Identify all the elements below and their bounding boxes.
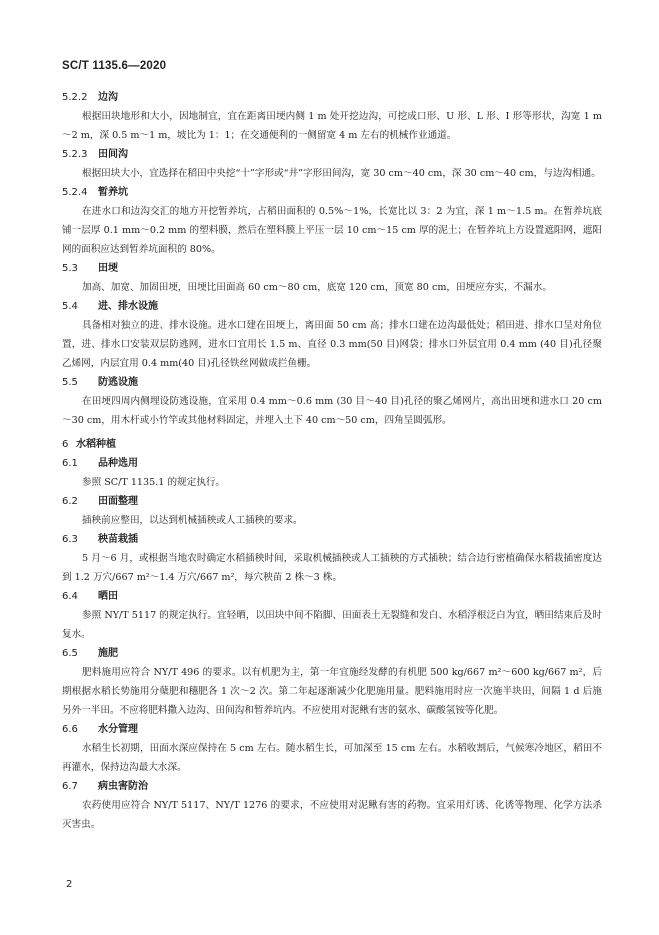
section-paragraph: 根据田块地形和大小，因地制宜，宜在距离田埂内侧 1 m 处开挖边沟，可挖成口形、U 形、L 形、I 形等形状，沟宽 1 m～2 m，深 0.5 m～1 m，坡比为 1：1；在交通便利的一侧留宽 4 m 左右的机械作业通道。 (62, 111, 602, 141)
section-number: 5.4 (62, 301, 78, 312)
section-paragraph: 根据田块大小，宜选择在稻田中央挖“十”字形或“井”字形田间沟，宽 30 cm～40 cm，深 30 cm～40 cm，与边沟相通。 (82, 168, 601, 179)
section-paragraph: 在进水口和边沟交汇的地方开挖暂养坑，占稻田面积的 0.5%～1%，长宽比以 3：2 为宜，深 1 m～1.5 m。在暂养坑底铺一层厚 0.1 mm～0.2 mm 的塑料膜，然后在塑料膜上平压一层 10 cm～15 cm 厚的泥土；在暂养坑上方设置遮阳网，遮阳网的面积应达到暂养坑面积的 80%。 (62, 206, 602, 255)
section-title: 边沟 (98, 92, 118, 103)
document-body (62, 88, 602, 834)
section-title: 水分管理 (98, 724, 138, 735)
section-number: 5.2.2 (62, 92, 88, 103)
section-number: 5.2.4 (62, 187, 88, 198)
section-number: 6.7 (62, 781, 78, 792)
section-paragraph: 5 月～6 月，或根据当地农时确定水稻插秧时间，采取机械插秧或人工插秧的方式插秧；结合边行密植确保水稻栽插密度达到 1.2 万穴/667 m²～1.4 万穴/667 m²，每穴秧苗 2 株～3 株。 (62, 553, 602, 583)
section-title: 防逃设施 (98, 377, 138, 388)
section-heading (62, 435, 602, 454)
section-paragraph: 参照 SC/T 1135.1 的规定执行。 (82, 477, 226, 488)
section-title: 田间沟 (98, 149, 128, 160)
section-title: 水稻种植 (76, 439, 116, 450)
section-heading (62, 145, 602, 164)
section-paragraph: 插秧前应整田，以达到机械插秧或人工插秧的要求。 (82, 515, 303, 526)
section-paragraph: 肥料施用应符合 NY/T 496 的要求。以有机肥为主，第一年宜施经发酵的有机肥 500 kg/667 m²～600 kg/667 m²，后期根据水稻长势施用分蘖肥和穗肥各 1 次～2 次。第二年起逐渐减少化肥施用量。肥料施用时应一次施半块田，间隔 1 d 后施另外一半田。不应将肥料撒入边沟、田间沟和暂养坑内。不应使用对泥鳅有害的氨水、碳酸氢铵等化肥。 (62, 667, 602, 716)
section-title: 品种选用 (98, 458, 138, 469)
section-heading (62, 530, 602, 549)
section-number: 5.5 (62, 377, 78, 388)
section-number: 6.2 (62, 496, 78, 507)
section-title: 施肥 (98, 648, 118, 659)
section-title: 进、排水设施 (98, 301, 158, 312)
section-paragraph: 加高、加宽、加固田埂，田埂比田面高 60 cm～80 cm，底宽 120 cm，顶宽 80 cm，田埂应夯实，不漏水。 (82, 282, 552, 293)
section-heading (62, 297, 602, 316)
section-paragraph: 水稻生长初期，田面水深应保持在 5 cm 左右。随水稻生长，可加深至 15 cm 左右。水稻收割后，气候寒冷地区，稻田不再灌水，保持边沟最大水深。 (62, 743, 602, 773)
section-number: 6.6 (62, 724, 78, 735)
section-number: 6.3 (62, 534, 78, 545)
section-number: 6.1 (62, 458, 78, 469)
section-title: 秧苗栽插 (98, 534, 138, 545)
page-number: 2 (66, 879, 73, 890)
section-heading (62, 183, 602, 202)
section-heading (62, 373, 602, 392)
section-title: 田面整理 (98, 496, 138, 507)
section-title: 病虫害防治 (98, 781, 148, 792)
section-paragraph: 具备相对独立的进、排水设施。进水口建在田埂上，离田面 50 cm 高；排水口建在边沟最低处；稻田进、排水口呈对角位置，进、排水口安装双层防逃网，进水口宜用长 1.5 m、直径 0.3 mm(50 目)网袋；排水口外层宜用 0.4 mm (40 目)孔径聚乙烯网，内层宜用 0.4 mm(40 目)孔径铁丝网做成拦鱼栅。 (62, 320, 602, 369)
section-title: 晒田 (98, 591, 118, 602)
section-title: 暂养坑 (98, 187, 128, 198)
section-heading (62, 644, 602, 663)
section-heading (62, 259, 602, 278)
section-paragraph: 农药使用应符合 NY/T 5117、NY/T 1276 的要求，不应使用对泥鳅有害的药物。宜采用灯诱、化诱等物理、化学方法杀灭害虫。 (62, 800, 602, 830)
section-number: 6 (62, 439, 69, 450)
section-heading (62, 587, 602, 606)
section-number: 6.4 (62, 591, 78, 602)
section-number: 6.5 (62, 648, 78, 659)
section-heading (62, 454, 602, 473)
document-code-header: SC/T 1135.6—2020 (62, 60, 167, 72)
section-paragraph: 在田埂四周内侧埋设防逃设施，宜采用 0.4 mm～0.6 mm (30 目～40 目)孔径的聚乙烯网片，高出田埂和进水口 20 cm～30 cm，用木杆或小竹竿或其他材料固定，并埋入土下 40 cm～50 cm，四角呈圆弧形。 (62, 396, 602, 426)
section-heading (62, 720, 602, 739)
section-heading (62, 777, 602, 796)
section-title: 田埂 (98, 263, 118, 274)
section-number: 5.3 (62, 263, 78, 274)
section-paragraph: 参照 NY/T 5117 的规定执行。宜轻晒，以田块中间不陷脚、田面表土无裂缝和发白、水稻浮根泛白为宜，晒田结束后及时复水。 (62, 610, 602, 640)
section-heading (62, 88, 602, 107)
section-heading (62, 492, 602, 511)
section-number: 5.2.3 (62, 149, 88, 160)
